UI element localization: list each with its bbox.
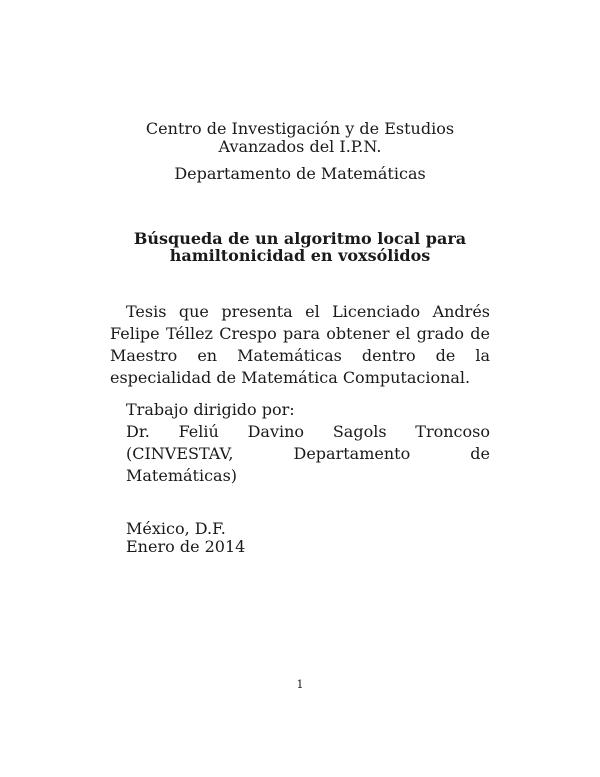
place-date <box>126 520 245 556</box>
thesis-title-line: hamiltonicidad en voxsólidos <box>169 246 431 265</box>
thesis-description: Tesis que presenta el Licenciado Andrés Felipe Téllez Crespo para obtener el grado de Maestro en Matemáticas dentro de la especialidad de Matemática Computacional. <box>110 302 490 387</box>
thesis-title <box>110 230 490 264</box>
institution-name: Centro de Investigación y de Estudios Avanzados del I.P.N. <box>145 119 455 156</box>
advisor-label: Trabajo dirigido por: <box>126 400 295 419</box>
advisor-name: Dr. Feliú Davino Sagols Troncoso (CINVESTAV, Departamento de Matemáticas) <box>126 422 490 485</box>
advisor-block <box>110 399 490 487</box>
place: México, D.F. <box>126 519 226 538</box>
page-number: 1 <box>296 678 304 691</box>
thesis-title-line: Búsqueda de un algoritmo local para <box>133 229 467 248</box>
department-name: Departamento de Matemáticas <box>174 164 426 183</box>
date: Enero de 2014 <box>126 537 246 556</box>
